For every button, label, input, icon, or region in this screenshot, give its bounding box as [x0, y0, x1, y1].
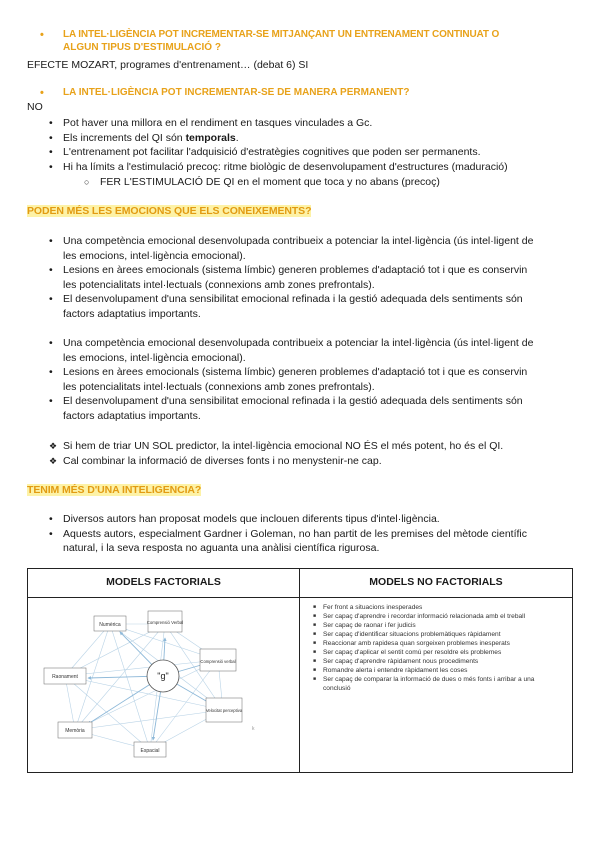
- list-item: • Hi ha límits a l'estimulació precoç: ritme biològic de desenvolupament d'estructures (maduració): [49, 160, 508, 173]
- list-item: • Lesions en àrees emocionals (sistema límbic) generen problemes d'adaptació tot i que es conservin les potencialitats intel·lectuals (connexions amb zones prefrontals).: [49, 264, 528, 291]
- list-item: • El desenvolupament d'una sensibilitat emocional refinada i la gestió adequada dels sentiments són factors adaptatius importants.: [49, 293, 523, 320]
- list-item: • Una competència emocional desenvolupada contribueix a potenciar la intel·ligència (ús intel·ligent de les emocions, intel·ligència emocional).: [49, 235, 534, 262]
- list-item: • Una competència emocional desenvolupada contribueix a potenciar la intel·ligència (ús intel·ligent de les emocions, intel·ligència emocional).: [49, 337, 534, 364]
- node-raonament: Raonament: [52, 674, 78, 680]
- models-table: [27, 568, 573, 773]
- node-comprensio-verbal-2: Comprensió verbal: [200, 659, 236, 664]
- list-item: • Lesions en àrees emocionals (sistema límbic) generen problemes d'adaptació tot i que es conservin les potencialitats intel·lectuals (connexions amb zones prefrontals).: [49, 366, 528, 393]
- node-numerica: Numèrica: [99, 622, 121, 628]
- factorial-diagram: [28, 598, 299, 774]
- hollow-bullet: ○: [84, 177, 90, 187]
- list-item: • Els increments del QI són temporals.: [49, 131, 239, 144]
- heading-emotions: PODEN MÉS LES EMOCIONS QUE ELS CONEIXEMENTS?: [27, 205, 312, 217]
- list-item: ❖ Si hem de triar UN SOL predictor, la intel·ligència emocional NO ÉS el més potent, ho és el QI.: [49, 440, 504, 452]
- answer-no: NO: [27, 101, 43, 113]
- emotions-list-b: [43, 336, 588, 423]
- heading-intelligence: TENIM MÉS D'UNA INTELIGENCIA?: [27, 484, 202, 496]
- emotions-list-a: [43, 234, 588, 321]
- sub-item: ○ FER L'ESTIMULACIÓ DE QI en el moment que toca y no abans (precoç): [84, 176, 440, 188]
- list-item: ■ Fer front a situacions inesperades: [313, 603, 563, 612]
- list-item: • Aquests autors, especialment Gardner i Goleman, no han partit de les premises del mètode científic natural, i la seva resposta no aguanta una anàlisi científica rigurosa.: [49, 527, 527, 554]
- list-item: • El desenvolupament d'una sensibilitat emocional refinada i la gestió adequada dels sentiments són factors adaptatius importants.: [49, 395, 523, 422]
- no-reasons-list: [43, 116, 583, 174]
- list-item: • L'entrenament pot facilitar l'adquisició d'estratègies cognitives que poden ser permanents.: [49, 146, 481, 158]
- node-comprensio-verbal: Comprensió Verbal: [146, 620, 184, 625]
- list-item: ■ Romandre alerta i entendre ràpidament les coses: [313, 666, 563, 675]
- diamond-list: [43, 439, 588, 468]
- top-question-line1: LA INTEL·LIGÈNCIA POT INCREMENTAR-SE MITJANÇANT UN ENTRENAMENT CONTINUAT O: [63, 29, 500, 40]
- bullet-dot: •: [40, 29, 44, 41]
- list-item: ■ Ser capaç d'identificar situacions problemàtiques ràpidament: [313, 630, 563, 639]
- diamond-bullet-icon: ❖: [49, 441, 58, 451]
- list-item: ❖ Cal combinar la informació de diverses fonts i no menystenir-ne cap.: [49, 454, 382, 467]
- list-item: ■ Ser capaç de comparar la informació de dues o més fonts i arribar a una conclusió: [313, 675, 563, 693]
- list-item: ■ Ser capaç d'aprendre ràpidament nous procediments: [313, 657, 563, 666]
- list-item: • Pot haver una millora en el rendiment en tasques vinculades a Gc.: [49, 117, 373, 129]
- node-espacial: Espacial: [140, 748, 160, 754]
- answer-mozart: EFECTE MOZART, programes d'entrenament… (debat 6) SI: [27, 59, 309, 71]
- list-item: ■ Ser capaç d'aplicar el sentit comú per resoldre els problemes: [313, 648, 563, 657]
- intel-list: [43, 512, 588, 556]
- bullet-dot: •: [40, 87, 44, 99]
- node-memoria: Memòria: [65, 728, 85, 734]
- diagram-mark: k: [252, 726, 255, 732]
- list-item: ■ Ser capaç d'aprendre i recordar informació relacionada amb el treball: [313, 612, 563, 621]
- list-item: ■ Ser capaç de raonar i fer judicis: [313, 621, 563, 630]
- list-item: • Diversos autors han proposat models que inclouen diferents tipus d'intel·ligència.: [49, 513, 440, 525]
- g-factor-label: "g": [157, 671, 169, 681]
- column-divider: [299, 569, 300, 772]
- header-factorial: MODELS FACTORIALS: [106, 576, 221, 588]
- list-item: ■ Reaccionar amb rapidesa quan sorgeixen problemes inesperats: [313, 639, 563, 648]
- diamond-bullet-icon: ❖: [49, 455, 58, 466]
- header-non-factorial: MODELS NO FACTORIALS: [369, 576, 503, 588]
- node-velocitat-perceptiva: Velocitat perceptiva: [205, 708, 243, 713]
- second-question-text: LA INTEL·LIGÈNCIA POT INCREMENTAR-SE DE MANERA PERMANENT?: [63, 87, 410, 98]
- top-question-line2: ALGUN TIPUS D'ESTIMULACIÓ ?: [63, 42, 221, 53]
- non-factorial-list: [313, 603, 563, 693]
